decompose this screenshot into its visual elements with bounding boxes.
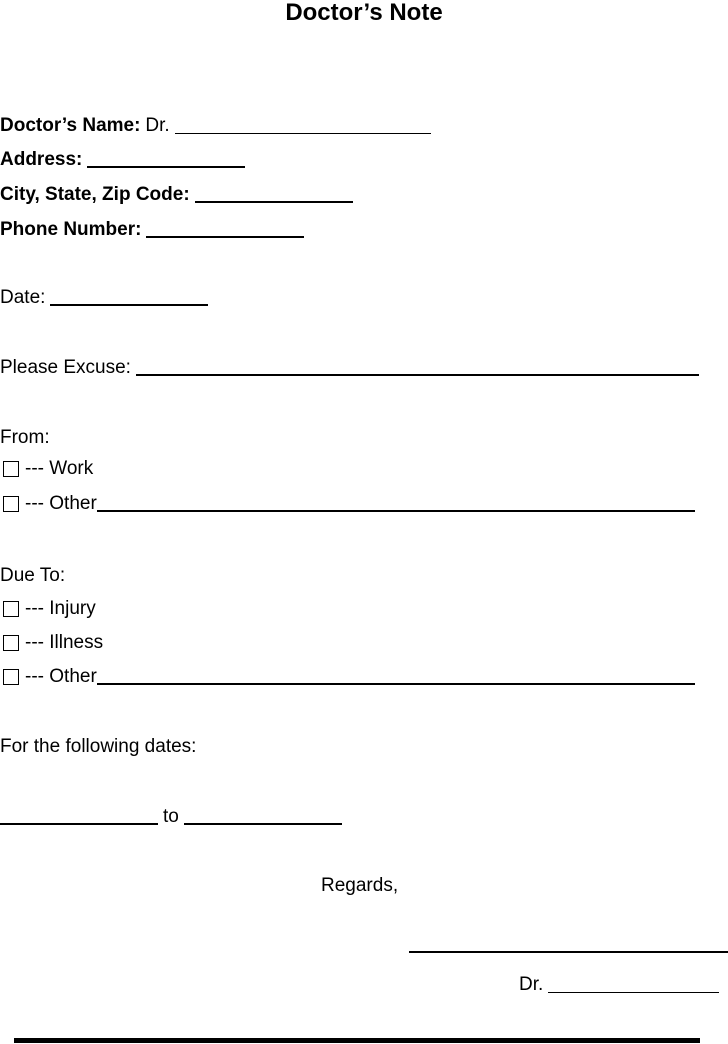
excuse-field[interactable]: [136, 373, 699, 376]
dates-range-row: [0, 804, 342, 830]
to-label: to: [163, 806, 179, 827]
signature-name-row: [519, 972, 719, 998]
work-option-label: --- Work: [25, 458, 94, 479]
end-date-field[interactable]: [184, 822, 342, 825]
phone-field[interactable]: [146, 235, 304, 238]
excuse-row: [0, 355, 699, 381]
regards-row: [321, 873, 398, 899]
illness-checkbox[interactable]: [3, 635, 19, 651]
due-to-heading: [0, 563, 65, 589]
phone-label: Phone Number:: [0, 219, 142, 240]
from-heading: [0, 425, 50, 451]
city-state-zip-field[interactable]: [195, 200, 353, 203]
injury-option-label: --- Injury: [25, 598, 96, 619]
dates-label: For the following dates:: [0, 736, 197, 757]
doctor-name-row: [0, 113, 431, 139]
due-to-other-field[interactable]: [97, 682, 695, 685]
excuse-label: Please Excuse:: [0, 357, 131, 378]
work-checkbox[interactable]: [3, 461, 19, 477]
from-option-work[interactable]: [0, 456, 93, 482]
date-field[interactable]: [50, 303, 208, 306]
illness-option-label: --- Illness: [25, 632, 104, 653]
signature-prefix: Dr.: [519, 974, 544, 995]
from-other-option-label: --- Other: [25, 493, 97, 514]
phone-row: [0, 217, 304, 243]
from-label: From:: [0, 427, 50, 448]
dates-heading: [0, 734, 196, 760]
address-field[interactable]: [87, 165, 245, 168]
due-to-other-checkbox[interactable]: [3, 669, 19, 685]
doctor-name-label: Doctor’s Name:: [0, 115, 141, 136]
footer-rule: [14, 1038, 700, 1043]
due-to-label: Due To:: [0, 565, 66, 586]
city-state-zip-row: [0, 182, 353, 208]
due-to-other-option-label: --- Other: [25, 666, 97, 687]
due-to-option-other[interactable]: [0, 664, 695, 690]
start-date-field[interactable]: [0, 822, 158, 825]
due-to-option-injury[interactable]: [0, 596, 96, 622]
from-option-other[interactable]: [0, 491, 695, 517]
address-label: Address:: [0, 149, 83, 170]
due-to-option-illness[interactable]: [0, 630, 103, 656]
date-label: Date:: [0, 287, 46, 308]
from-other-checkbox[interactable]: [3, 496, 19, 512]
address-row: [0, 147, 245, 173]
regards-text: Regards,: [321, 875, 399, 896]
doctor-name-prefix: Dr.: [145, 115, 170, 136]
doctor-name-field[interactable]: [175, 132, 431, 134]
date-row: [0, 285, 208, 311]
signature-name-field[interactable]: [548, 991, 719, 993]
from-other-field[interactable]: [97, 509, 695, 512]
page-title: Doctor’s Note: [285, 0, 443, 26]
city-state-zip-label: City, State, Zip Code:: [0, 184, 190, 205]
injury-checkbox[interactable]: [3, 601, 19, 617]
signature-line[interactable]: [409, 951, 728, 953]
